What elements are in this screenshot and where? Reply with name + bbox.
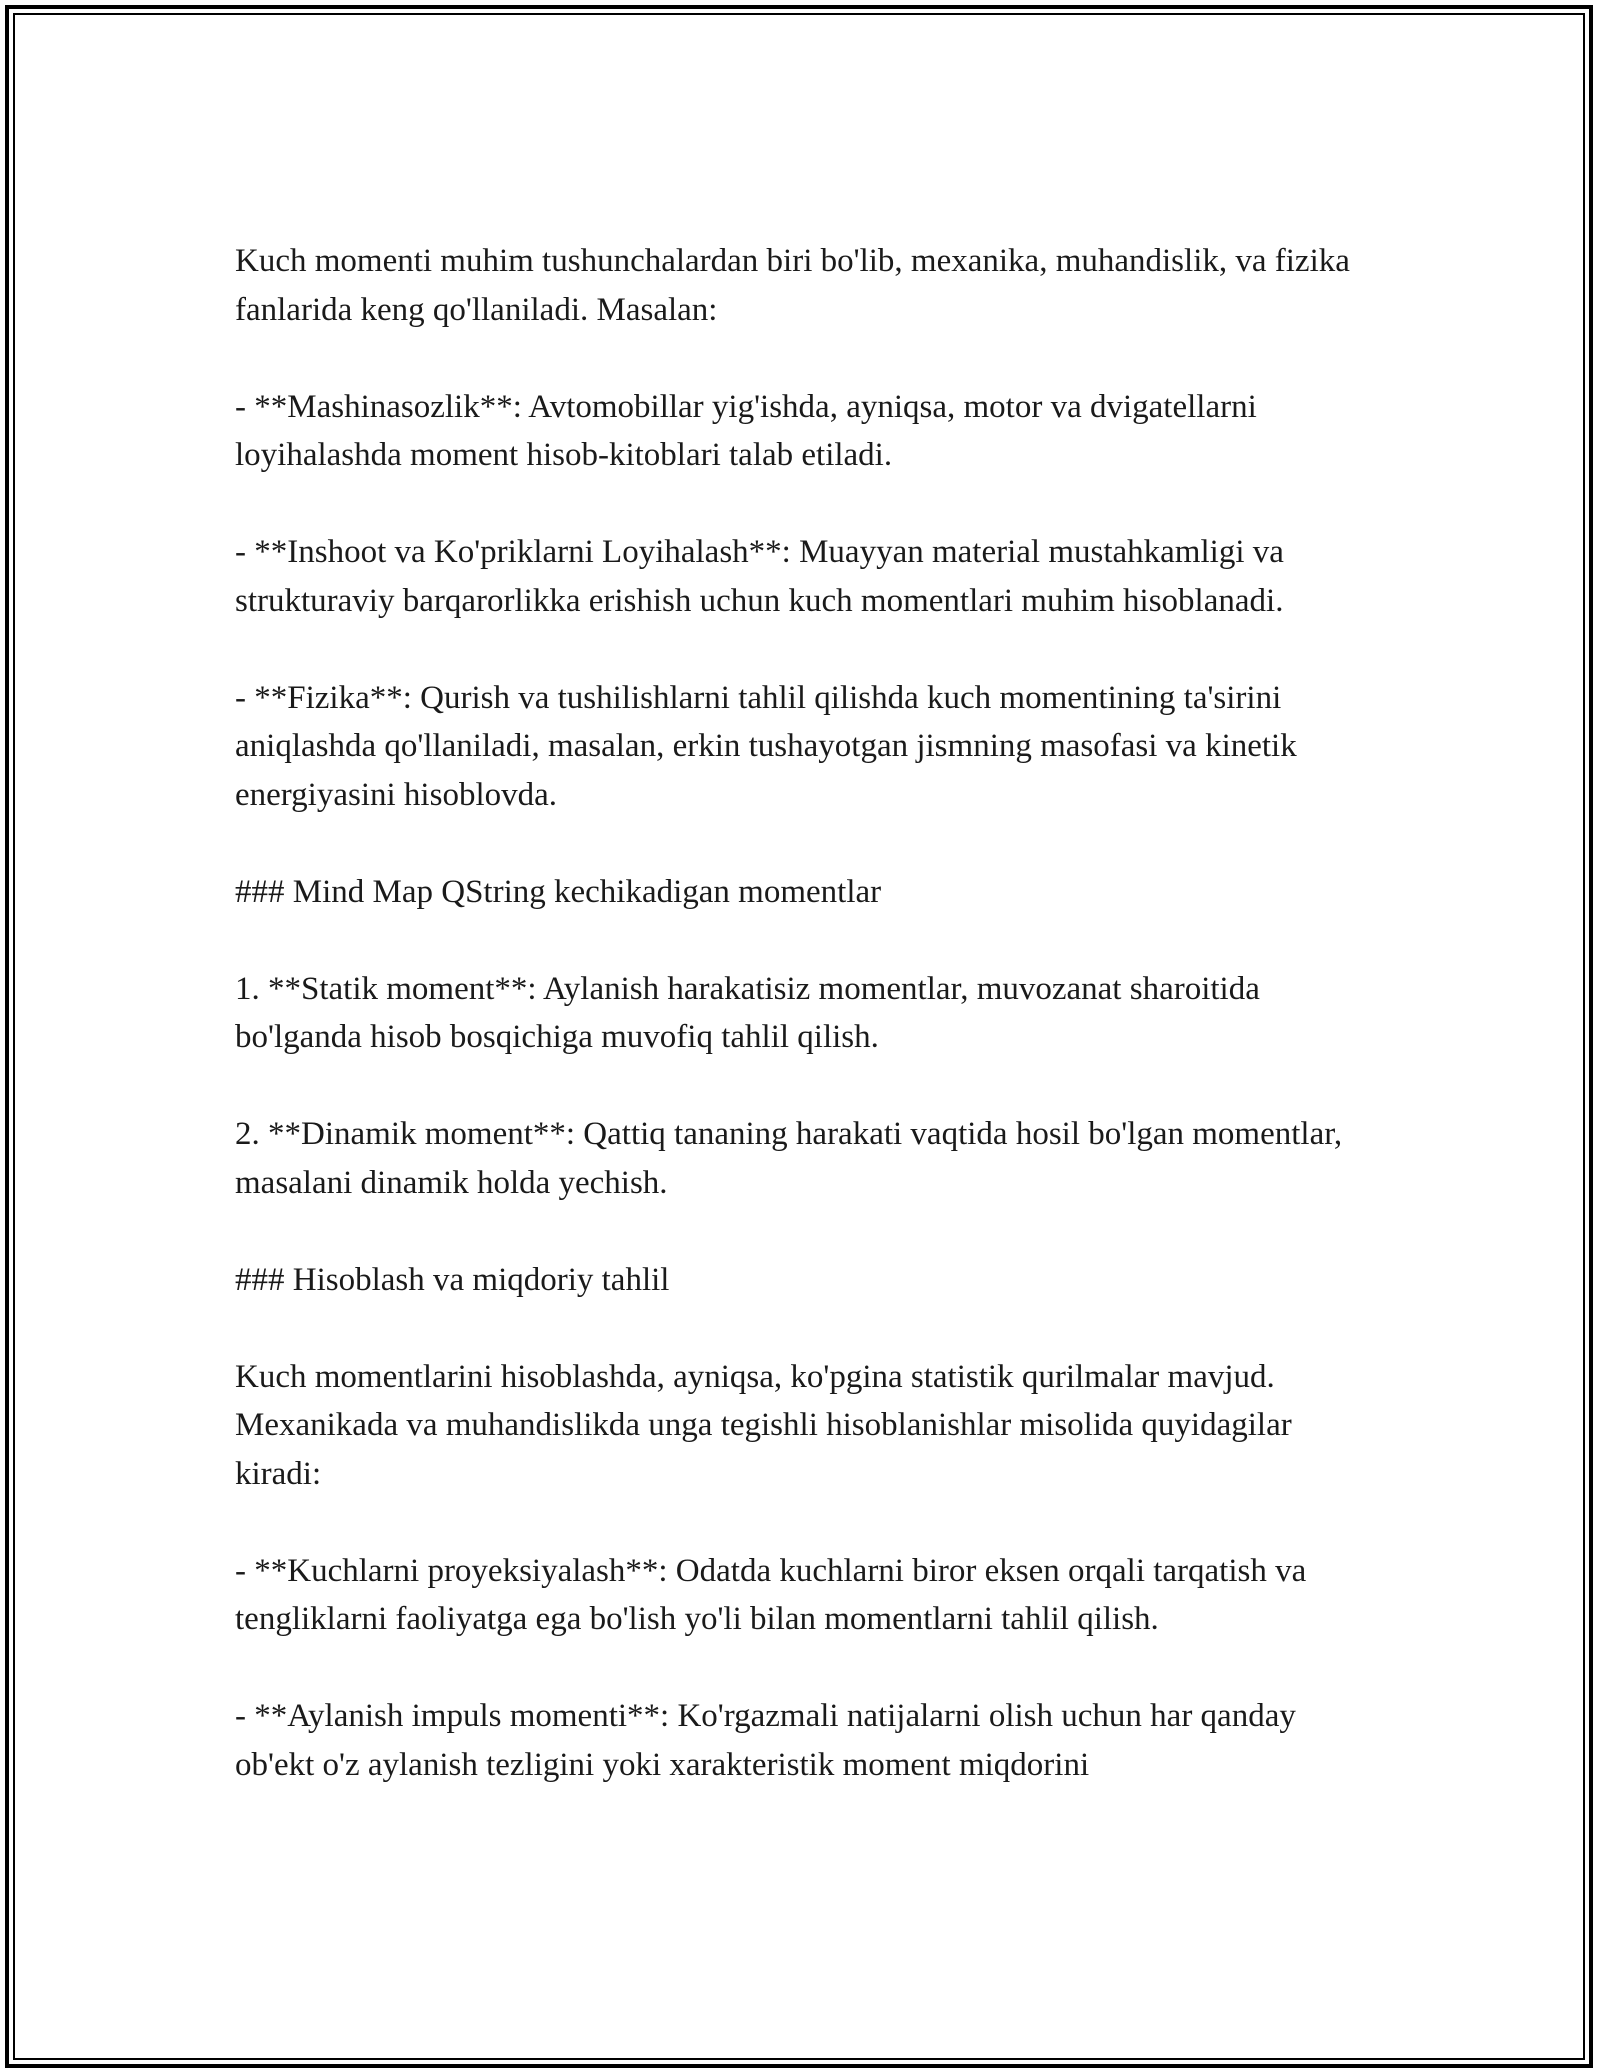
numbered-item-statik: 1. **Statik moment**: Aylanish harakatisiz momentlar, muvozanat sharoitida bo'lganda hisob bosqichiga muvofiq tahlil qilish. bbox=[235, 970, 1260, 1055]
section-heading-hisoblash: ### Hisoblash va miqdoriy tahlil bbox=[235, 1261, 670, 1298]
list-item-kuchlarni: - **Kuchlarni proyeksiyalash**: Odatda kuchlarni biror eksen orqali tarqatish va tengliklarni faoliyatga ega bo'lish yo'li bilan momentlarni tahlil qilish. bbox=[235, 1552, 1307, 1637]
intro-paragraph: Kuch momenti muhim tushunchalardan biri bo'lib, mexanika, muhandislik, va fizika fanlarida keng qo'llaniladi. Masalan: bbox=[235, 243, 1350, 328]
list-item-fizika: - **Fizika**: Qurish va tushilishlarni tahlil qilishda kuch momentining ta'sirini aniqlashda qo'llaniladi, masalan, erkin tushayotgan jismning masofasi va kinetik energiyasini hisoblovda. bbox=[235, 679, 1297, 813]
hisoblash-paragraph: Kuch momentlarini hisoblashda, ayniqsa, ko'pgina statistik qurilmalar mavjud. Mexanikada va muhandislikda unga tegishli hisoblanishlar misolida quyidagilar kiradi: bbox=[235, 1358, 1292, 1492]
list-item-inshoot: - **Inshoot va Ko'priklarni Loyihalash**: Muayyan material mustahkamligi va strukturaviy barqarorlikka erishish uchun kuch momentlari muhim hisoblanadi. bbox=[235, 534, 1284, 619]
numbered-item-dinamik: 2. **Dinamik moment**: Qattiq tananing harakati vaqtida hosil bo'lgan momentlar, masalani dinamik holda yechish. bbox=[235, 1116, 1343, 1201]
list-item-aylanish: - **Aylanish impuls momenti**: Ko'rgazmali natijalarni olish uchun har qanday ob'ekt o'z aylanish tezligini yoki xarakteristik moment miqdorini bbox=[235, 1698, 1296, 1783]
section-heading-mind-map: ### Mind Map QString kechikadigan momentlar bbox=[235, 873, 882, 910]
list-item-mashinasozlik: - **Mashinasozlik**: Avtomobillar yig'ishda, ayniqsa, motor va dvigatellarni loyihalashda moment hisob-kitoblari talab etiladi. bbox=[235, 388, 1257, 473]
document-body bbox=[235, 237, 1375, 1789]
